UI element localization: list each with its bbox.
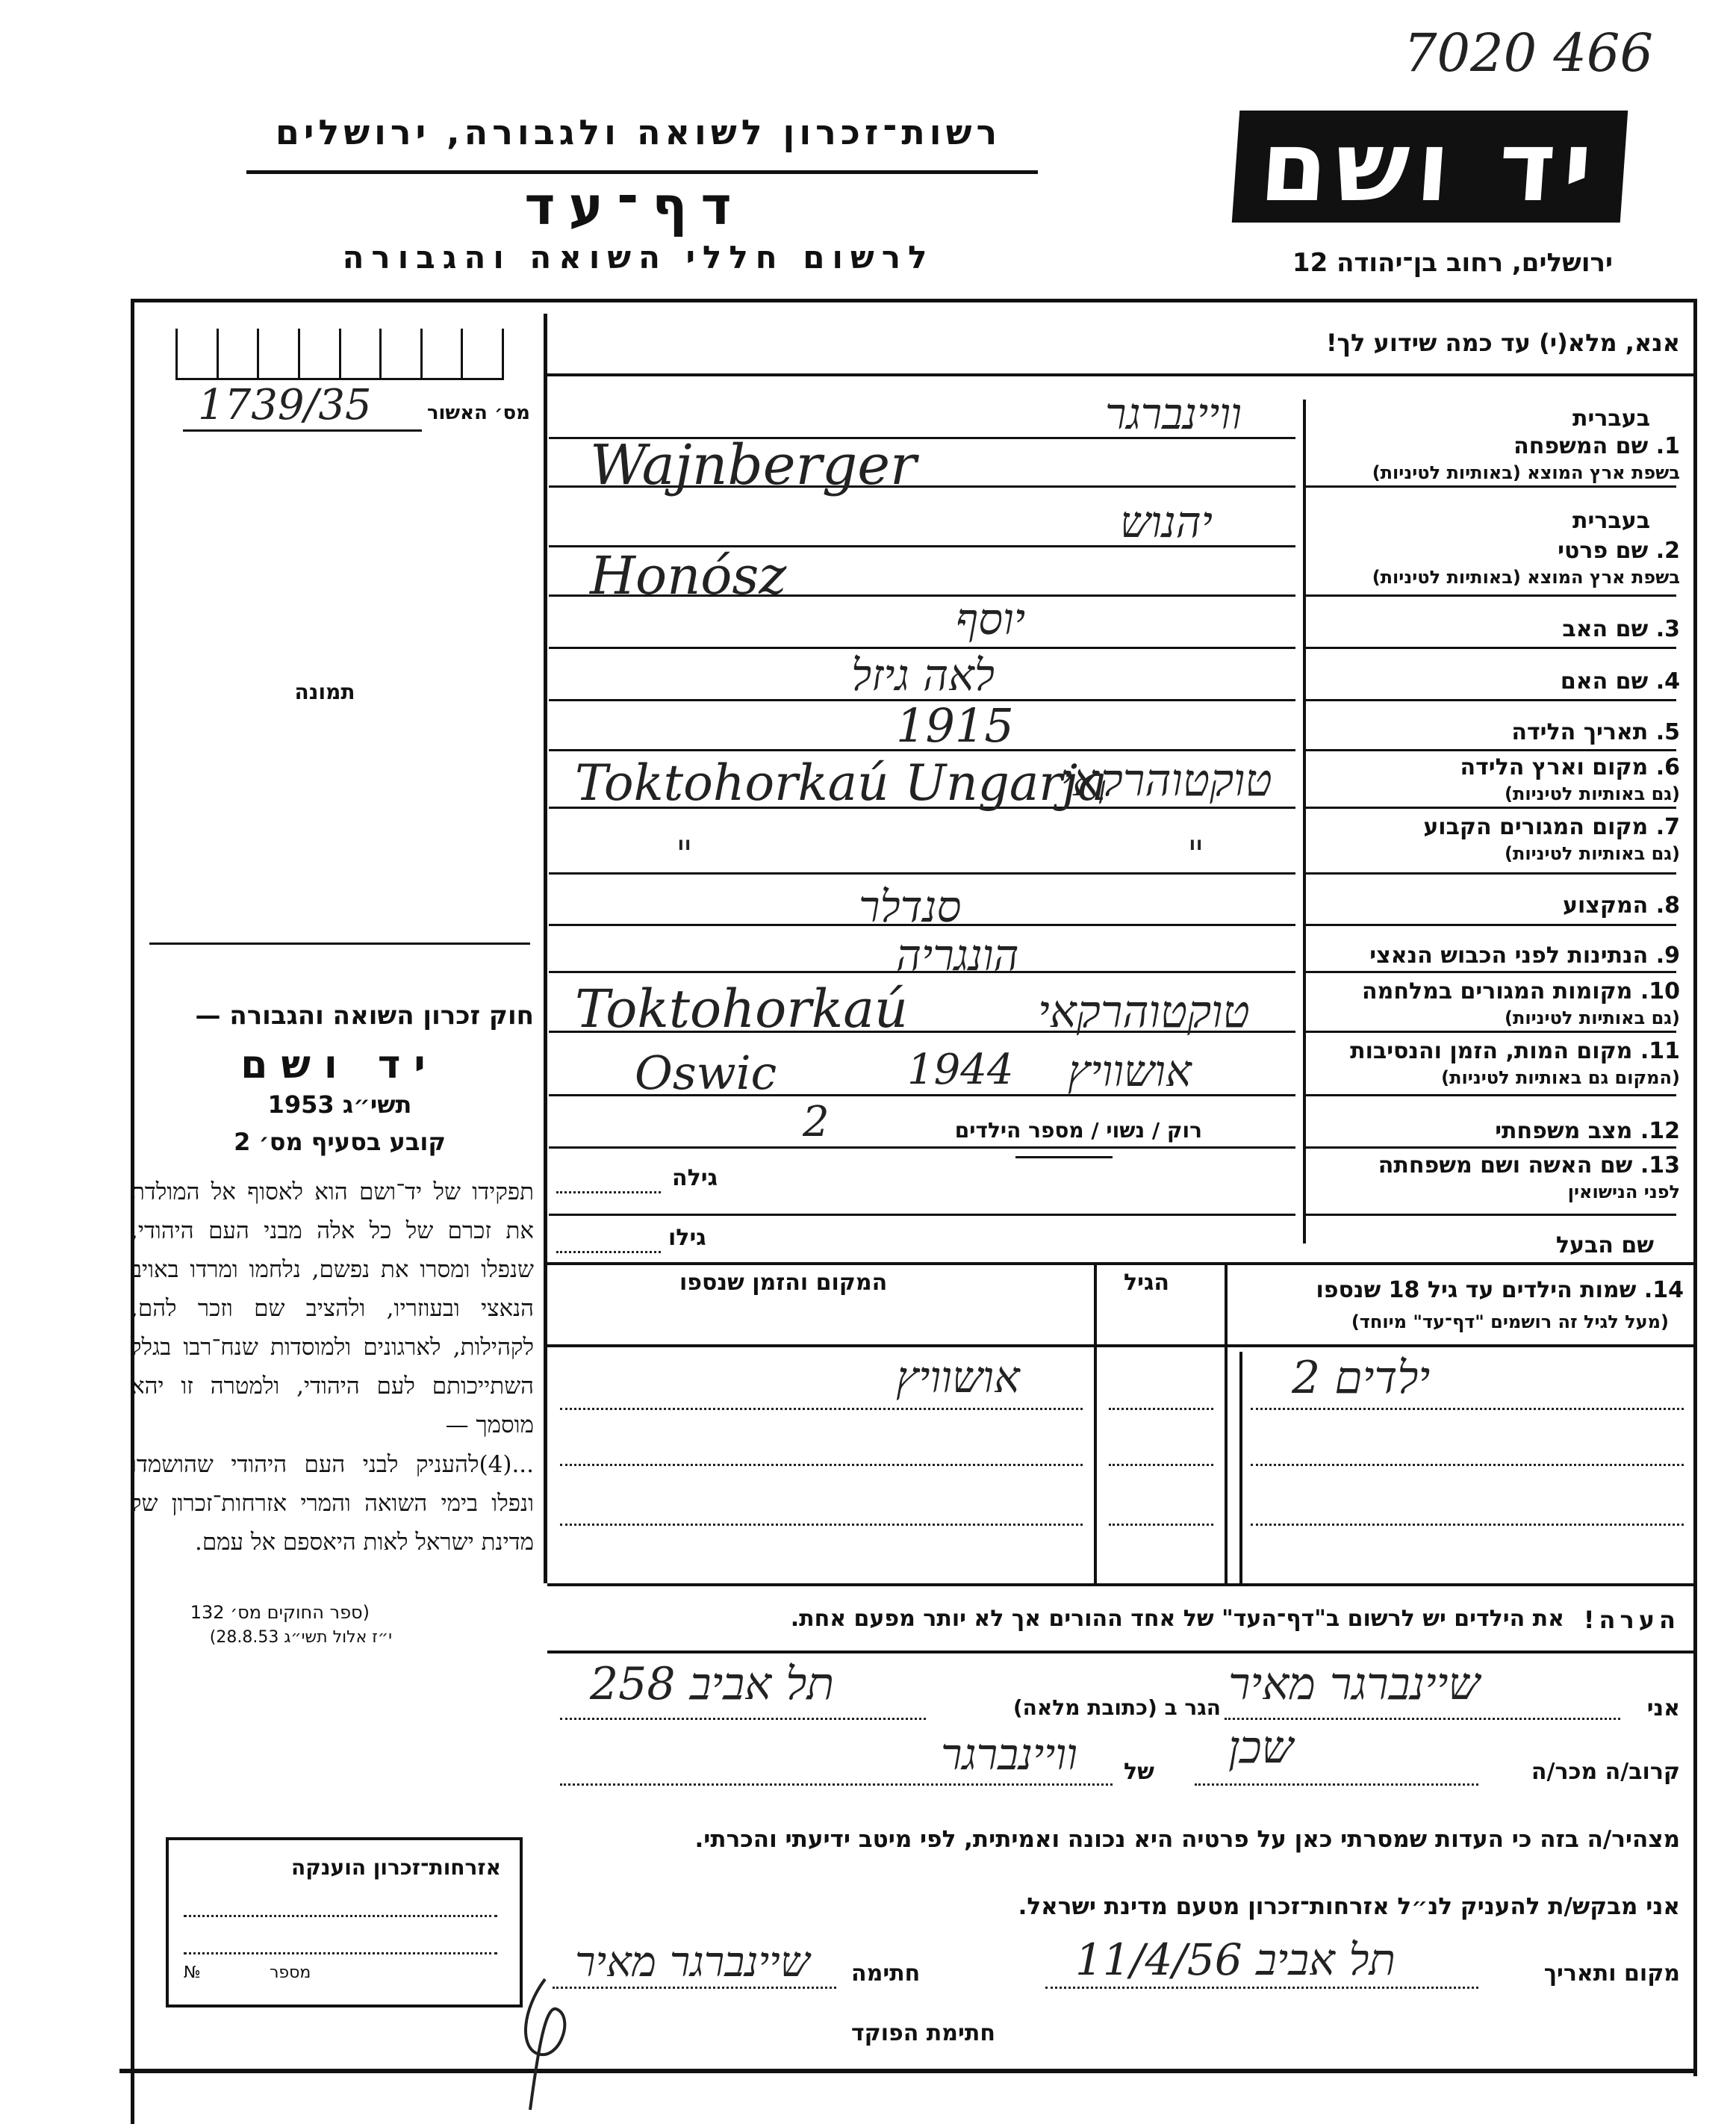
field-1-sub-hebrew: בעברית — [1572, 406, 1650, 432]
place-date-label: מקום ותאריך — [1543, 1960, 1680, 1987]
declarant-name: שיינברגר מאיר — [1228, 1658, 1480, 1710]
field-2-value-latin: Honósz — [590, 545, 787, 606]
signature-label: חתימה — [851, 1960, 921, 1987]
field-6-sub: (גם באותיות לטיניות) — [1505, 783, 1680, 804]
place-date: תל אביב 11/4/56 — [1075, 1934, 1396, 1985]
authority-title: רשות־זכרון לשואה ולגבורה, ירושלים — [275, 112, 1002, 152]
archive-number: 7020 466 — [1404, 22, 1654, 84]
children-number: 14. — [1643, 1277, 1684, 1303]
field-12-options: רוק / נשוי / מספר הילדים — [954, 1118, 1202, 1143]
field-11-sub: (המקום גם באותיות לטיניות) — [1441, 1067, 1680, 1088]
children-sub: (מעל לגיל זה רושמים "דף־עד" מיוחד) — [1351, 1311, 1669, 1332]
field-10-label: מקומות המגורים במלחמה — [1362, 978, 1633, 1004]
field-4-number: 4. — [1655, 668, 1680, 695]
field-6-value-hebrew: טוקטוהרקאי — [1060, 754, 1272, 807]
field-10-sub: (גם באותיות לטיניות) — [1505, 1007, 1680, 1028]
children-col-age: הגיל — [1124, 1270, 1169, 1296]
husband-age-label: גילו — [668, 1225, 706, 1251]
instructions: אנא, מלא(י) עד כמה שידוע לך! — [1325, 329, 1680, 357]
address: ירושלים, רחוב בן־יהודה 12 — [1292, 248, 1613, 278]
child-1-place: אושוויץ — [896, 1352, 1020, 1403]
field-1-value-latin: Wajnberger — [590, 433, 917, 497]
field-3-label: שם האב — [1562, 616, 1649, 642]
field-11-value-year: 1944 — [907, 1046, 1014, 1094]
registry-ticks — [175, 329, 504, 380]
field-3-value: יוסף — [956, 594, 1026, 645]
citizenship-box — [166, 1837, 523, 2007]
field-8-value: סנדלר — [859, 881, 962, 932]
field-11-label: מקום המות, הזמן והנסיבות — [1350, 1038, 1633, 1064]
field-6-value-latin: Toktohorkaú Ungarja — [575, 754, 1107, 812]
field-5-number: 5. — [1655, 719, 1680, 745]
field-6-label: מקום וארץ הלידה — [1460, 754, 1649, 780]
note-text: את הילדים יש לרשום ב"דף־העד" של אחד ההורים אך לא יותר מפעם אחת. — [790, 1606, 1564, 1632]
field-4-value: לאה גיזל — [851, 650, 995, 701]
child-1-name: 2 ילדים — [1292, 1352, 1431, 1404]
form-subtitle: לרשום חללי השואה והגבורה — [342, 239, 935, 276]
law-source-date: י״ז אלול תשי״ג 28.8.53) — [209, 1628, 392, 1647]
field-1-value-hebrew: וויינברגר — [1105, 388, 1242, 439]
field-2-value-hebrew: יהנוש — [1120, 497, 1213, 547]
field-13-label: שם האשה ושם משפחתה — [1378, 1152, 1633, 1179]
citizenship-title: אזרחות־זכרון הוענקה — [291, 1855, 501, 1880]
field-12-label: מצב משפחתי — [1495, 1118, 1633, 1144]
field-2-sub-latin: בשפת ארץ המוצא (באותיות לטיניות) — [1372, 567, 1680, 588]
note-label: הערה! — [1583, 1606, 1680, 1634]
field-3-number: 3. — [1655, 616, 1680, 642]
registry-label: מס׳ האשור — [426, 402, 530, 424]
yad-vashem-logo: יד ושם — [1232, 111, 1628, 223]
field-6-number: 6. — [1655, 754, 1680, 780]
citizenship-number-label: מספר — [270, 1963, 311, 1982]
field-10-number: 10. — [1640, 978, 1680, 1004]
of-label: של — [1124, 1759, 1154, 1785]
field-7-number: 7. — [1655, 814, 1680, 840]
signature-scribble — [515, 1964, 605, 2114]
of-name: וויינברגר — [941, 1729, 1078, 1780]
photo-area-divider — [149, 943, 530, 945]
field-7-sub: (גם באותיות לטיניות) — [1505, 843, 1680, 864]
husband-label: שם הבעל — [1555, 1232, 1654, 1258]
field-5-value: 1915 — [896, 698, 1014, 753]
field-11-value-place: אושוויץ — [1068, 1046, 1192, 1096]
field-9-value: הונגריה — [896, 930, 1019, 981]
field-7-label: מקום המגורים הקבוע — [1423, 814, 1649, 840]
law-body-2: ...(4)להעניק לבני העם היהודי שהושמדו ונפלו בימי השואה והמרי אזרחות־זכרון של מדינת ישראל לאות היאספם אל עמם. — [131, 1451, 534, 1556]
field-13-age-label: גילה — [672, 1165, 718, 1191]
field-9-number: 9. — [1655, 943, 1680, 969]
photo-label: תמונה — [294, 680, 355, 704]
citizenship-no-label: № — [184, 1963, 201, 1982]
lives-label: הגר ב (כתובת מלאה) — [1012, 1695, 1221, 1720]
law-year: תשי״ג 1953 — [267, 1090, 412, 1119]
field-10-value-hebrew: טוקטוהרקאי — [1038, 986, 1250, 1038]
field-2-number: 2. — [1655, 538, 1680, 564]
field-5-label: תאריך הלידה — [1511, 719, 1649, 745]
children-label: 14. שמות הילדים עד גיל 18 שנספו — [1316, 1277, 1684, 1303]
field-7-value-b: " — [1187, 833, 1204, 876]
relative-label: קרוב/ה מכר/ה — [1531, 1759, 1680, 1785]
field-13-sub: לפני הנישואין — [1567, 1181, 1680, 1202]
field-9-label: הנתינות לפני הכבוש הנאצי — [1369, 943, 1649, 969]
field-1-number: 1. — [1655, 433, 1680, 459]
field-11-number: 11. — [1640, 1038, 1680, 1064]
law-body: תפקידו של יד־ושם הוא לאסוף אל המולדת את זכרם של כל אלה מבני העם היהודי, שנפלו ומסרו את נפשם, נלחמו ומרדו באויב הנאצי ובעוזריו, ולהציב שם וזכר להם, לקהילות, לארגונים ולמוסדות שנח־רבו בגלל השתייכותם לעם היהודי, ולמטרה זו יהא מוסמך — — [131, 1179, 534, 1438]
registry-number: 1739/35 — [198, 381, 372, 429]
field-2-sub-hebrew: בעברית — [1572, 508, 1650, 534]
relation: שכן — [1228, 1721, 1294, 1774]
field-12-number: 12. — [1640, 1118, 1680, 1144]
signature: שיינברגר מאיר — [575, 1938, 810, 1987]
field-13-number: 13. — [1640, 1152, 1680, 1179]
law-source: (ספר החוקים מס׳ 132 — [190, 1602, 370, 1623]
children-col-place: המקום והזמן שנספו — [679, 1270, 888, 1296]
field-7-value-a: " — [676, 833, 693, 876]
declaration-request: אני מבקש/ת להעניק לנ״ל אזרחות־זכרון מטעם מדינת ישראל. — [1018, 1893, 1680, 1920]
field-1-sub-latin: בשפת ארץ המוצא (באותיות לטיניות) — [1372, 462, 1680, 483]
form-title: דף־עד — [524, 176, 745, 237]
law-clause: קובע בסעיף מס׳ 2 — [234, 1128, 446, 1156]
field-2-label: שם פרטי — [1558, 538, 1649, 564]
declaration-statement: מצהיר/ה בזה כי העדות שמסרתי כאן על פרטיה היא נכונה ואמיתית, לפי מיטב ידיעתי והכרתי. — [694, 1826, 1680, 1853]
officer-label: חתימת הפוקד — [851, 2020, 995, 2046]
field-12-value: 2 — [803, 1098, 830, 1146]
field-4-label: שם האם — [1560, 668, 1649, 695]
law-title: חוק זכרון השואה והגבורה — — [195, 1001, 534, 1031]
law-name: יד ושם — [240, 1043, 439, 1087]
field-8-number: 8. — [1655, 892, 1680, 919]
declarant-address: תל אביב 258 — [590, 1658, 834, 1710]
field-1-label: שם המשפחה — [1513, 433, 1649, 459]
field-8-label: המקצוע — [1562, 892, 1649, 919]
declaration-i-label: אני — [1646, 1695, 1680, 1721]
field-10-value-latin: Toktohorkaú — [575, 978, 909, 1040]
field-11-value-latin: Oswic — [635, 1046, 777, 1100]
